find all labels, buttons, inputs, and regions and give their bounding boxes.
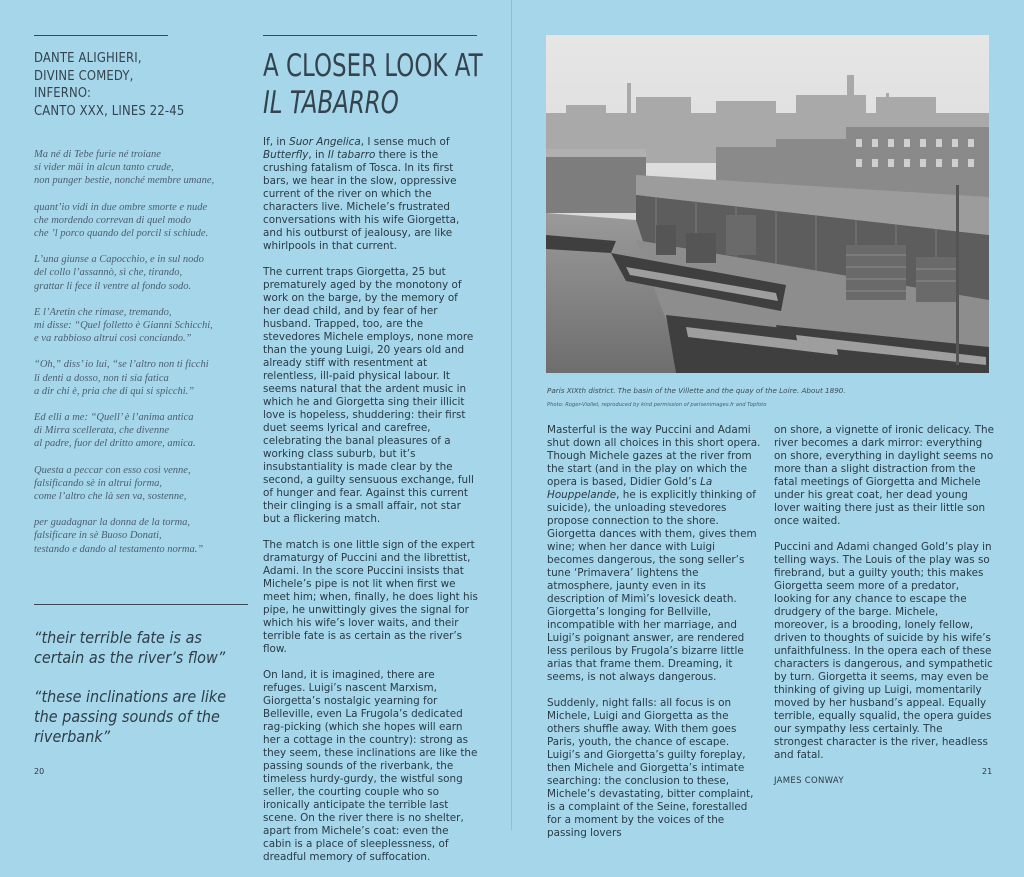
poem-stanza: Ed elli a me: “Quell’ è l’anima antica di Mirra scellerata, che divenne al padre, fuor del dritto amore, amica. [34, 412, 196, 450]
historical-photo [546, 35, 989, 373]
article-column-1 [263, 136, 478, 877]
page-number-left: 20 [34, 767, 45, 776]
article-column-2 [547, 424, 762, 853]
article-paragraph: Puccini and Adami changed Gold’s play in telling ways. The Louis of the play was so firebrand, but a guilty youth; this makes Giorgetta seem more of a predator, looking for any chance to escape the drudgery of the barge. Michele, moreover, is a brooding, lonely fellow, driven to thoughts of suicide by his wife’s unfaithfulness. In the opera each of these characters is dangerous, and sympathetic by turn. Giorgetta it seems, may even be thinking of giving up Luigi, momentarily moved by her husband’s appeal. Equally terrible, equally squalid, the opera guides our sympathy less certainly. The strongest character is the river, headless and fatal. [774, 541, 993, 761]
article-paragraph: Masterful is the way Puccini and Adami shut down all choices in this short opera. Though Michele gazes at the river from the start (and in the play on which the opera is based, Didier Gold’s La Houppelande, he is explicitly thinking of suicide), the unloading stevedores propose connection to the shore. Giorgetta dances with them, gives them wine; when her dance with Luigi becomes dangerous, the song seller’s tune ‘Primavera’ lightens the atmosphere, jaunty even in its description of Mimì’s lovesick death. Giorgetta’s longing for Bellville, incompatible with her marriage, and Luigi’s poignant answer, are rendered less perilous by Frugola’s bizarre little arias that frame them. Dreaming, it seems, is not always dangerous. [547, 424, 761, 683]
right-page [512, 0, 1024, 839]
pull-quotes [34, 628, 232, 766]
article-paragraph: on shore, a vignette of ironic delicacy. The river becomes a dark mirror: everything on shore, everything in daylight seems no more than a slight distraction from the fatal meetings of Giorgetta and Michele under his great coat, her dead young lover waiting there just as their little son once waited. [774, 424, 995, 527]
article-paragraph: Suddenly, night falls: all focus is on Michele, Luigi and Giorgetta as the others shuffle away. With them goes Paris, youth, the chance of escape. Luigi’s and Giorgetta’s guilty foreplay, then Michele and Giorgetta’s intimate searching: the conclusion to these, Michele’s devastating, bitter complaint, is a complaint of the Seine, forestalled for a moment by the voices of the passing lovers [547, 697, 754, 839]
poem-stanza: quant’io vidi in due ombre smorte e nude che mordendo correvan di quel modo che ’l porco quando del porcil si schiude. [34, 201, 209, 240]
article-title-line2: IL TABARRO [263, 85, 399, 121]
play-title: La Houppelande [547, 476, 713, 501]
article-top-rule [263, 35, 477, 36]
opera-title: Butterfly [263, 149, 309, 161]
article-paragraph: If, in Suor Angelica, I sense much of Butterfly, in Il tabarro there is the crushing fatalism of Tosca. In its first bars, we hear in the slow, oppressive current of the river on which the characters live. Michele’s frustrated conversations with his wife Giorgetta, and his outburst of jealousy, are like whirlpools in that current. [263, 136, 460, 252]
article-column-3 [774, 424, 994, 788]
quotes-top-rule [34, 604, 248, 605]
page-number-right: 21 [982, 767, 993, 776]
left-page [0, 0, 512, 863]
article-title [263, 48, 483, 122]
article-paragraph: The current traps Giorgetta, 25 but prematurely aged by the monotony of work on the barge, by the memory of her dead child, and by fear of her husband. Trapped, too, are the stevedores Michele employs, none more than the young Luigi, 20 years old and already stiff with resentment at relentless, ill-paid physical labour. It seems natural that the ardent music in which he and Giorgetta sing their illicit love is hopeless, shuddering: their first duet seems lyrical and carefree, celebrating the banal pleasures of a working class suburb, but it’s insubstantiality is made clear by the second, a guilty sensuous exchange, full of hunger and fear. Against this current their clinging is a small affair, not star but a flickering match. [263, 266, 474, 525]
opera-title: Il tabarro [327, 149, 376, 161]
poem-top-rule [34, 35, 168, 36]
article-title-line1: A CLOSER LOOK AT [263, 48, 483, 84]
pull-quote: “these inclinations are like the passing sounds of the riverbank” [34, 687, 227, 746]
opera-title: Suor Angelica [289, 136, 361, 148]
poem-stanza: per guadagnar la donna de la torma, falsificare in sè Buoso Donati, testando e dando al testamento norma.” [34, 517, 204, 555]
poem-stanza: “Oh,” diss’ io lui, “se l’altro non ti ficchi li denti a dosso, non ti sia fatica a dir chi è, pria che di qui si spicchi.” [34, 359, 209, 397]
poem-text [34, 148, 244, 569]
author-byline: JAMES CONWAY [774, 776, 844, 786]
poem-stanza: Questa a peccar con esso così venne, falsificando sè in altrui forma, come l’altro che là sen va, sostenne, [34, 464, 191, 503]
poem-title: DANTE ALIGHIERI, DIVINE COMEDY, INFERNO: CANTO XXX, LINES 22-45 [34, 50, 185, 119]
pull-quote: “their terrible fate is as certain as the river’s flow” [34, 628, 226, 667]
photo-credit: Photo: Roger-Viollet, reproduced by kind permission of parisenimages.fr and Topfoto [547, 402, 767, 408]
photo-caption: Paris XIXth district. The basin of the Villette and the quay of the Loire. About 1890. [547, 386, 846, 395]
article-paragraph: The match is one little sign of the expert dramaturgy of Puccini and the librettist, Adami. In the score Puccini insists that Michele’s pipe is not lit when first we meet him; when, finally, he does light his pipe, he unwittingly gives the signal for which his wife’s lover waits, and their terrible fate is as certain as the river’s flow. [263, 539, 478, 655]
article-paragraph: On land, it is imagined, there are refuges. Luigi’s nascent Marxism, Giorgetta’s nostalgic yearning for Belleville, even La Frugola’s dedicated rag-picking (which she hopes will earn her a cottage in the country): strong as they seem, these inclinations are like the passing sounds of the riverbank, the timeless hurdy-gurdy, the wistful song seller, the courting couple who so ironically anticipate the terrible last scene. On the river there is no shelter, apart from Michele’s coat: even the cabin is a place of sleeplessness, of dreadful memory of suffocation. [263, 669, 478, 863]
poem-stanza: L’una giunse a Capocchio, e in sul nodo del collo l’assannò, sì che, tirando, grattar li fece il ventre al fondo sodo. [34, 254, 204, 292]
poem-stanza: E l’Aretin che rimase, tremando, mi disse: “Quel folletto è Gianni Schicchi, e va rabbioso altrui così conciando.” [34, 306, 213, 345]
poem-stanza: Ma né di Tebe furie né troiane si vider mäi in alcun tanto crude, non punger bestie, nonché membre umane, [34, 149, 215, 187]
